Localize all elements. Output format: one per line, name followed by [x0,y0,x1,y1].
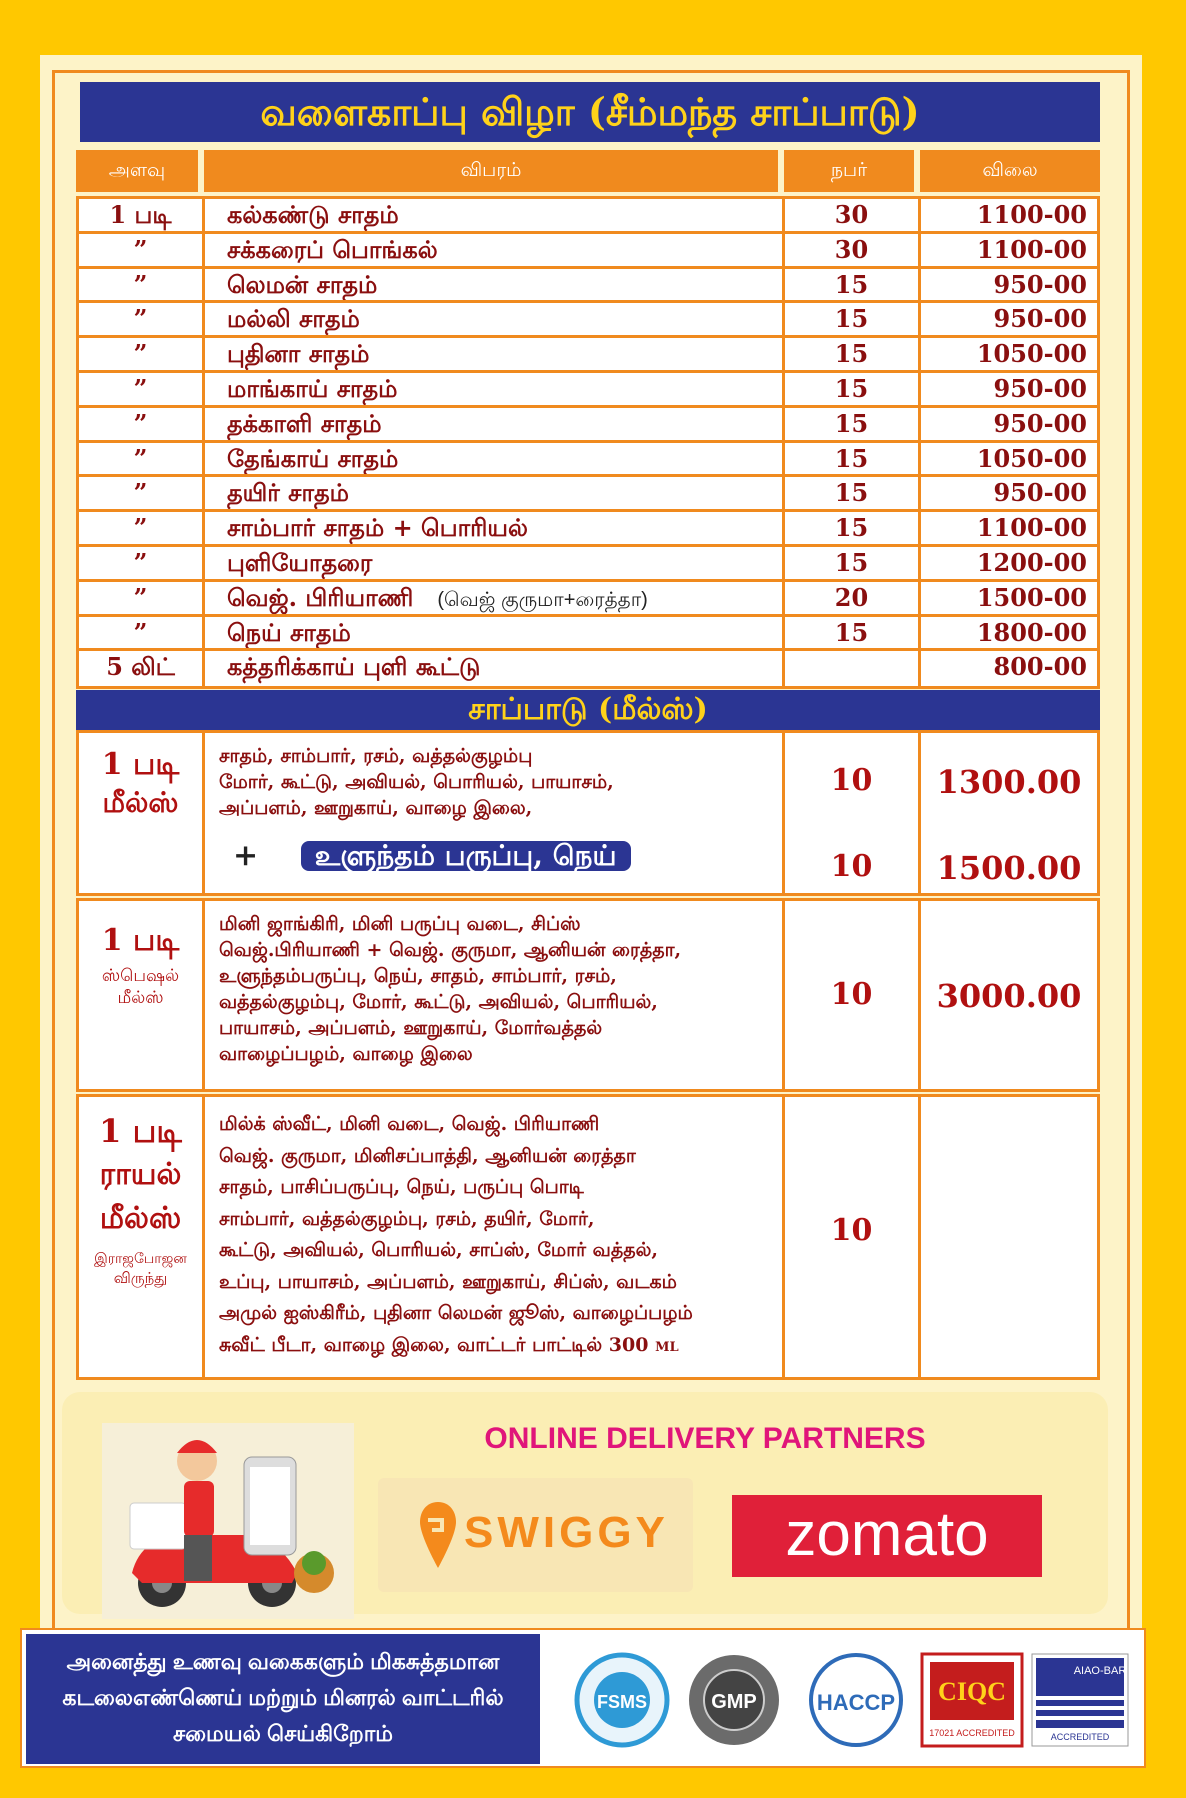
row-name-text: தயிர் சாதம் [227,478,349,508]
special-description [205,901,785,1089]
row-price [921,303,1097,335]
ciqc-label: CIQC [938,1677,1006,1706]
row-price-text: 950-00 [993,478,1087,508]
addon-label: உளுந்தம் பருப்பு, நெய் [301,841,631,871]
desc-line: கூட்டு, அவியல், பொரியல், சாப்ஸ், மோர் வத்தல், [219,1239,659,1261]
row-persons-text: 15 [834,373,869,403]
menu-table [76,196,1100,689]
special-qty-line: ஸ்பெஷல் [101,966,180,986]
row-persons-text: 15 [834,269,869,299]
row-price-text: 1100-00 [976,513,1087,543]
royal-qty-line: விருந்து [113,1269,168,1287]
row-qty [79,617,205,649]
row-price-text: 1100-00 [976,234,1087,264]
special-price-value: 3000.00 [936,977,1082,1015]
row-persons-text: 20 [834,582,869,612]
row-name [205,547,785,579]
row-price [921,547,1097,579]
meals-persons [785,733,921,893]
row-persons-text: 15 [834,408,869,438]
desc-line: மினி ஜாங்கிரி, மினி பருப்பு வடை, சிப்ஸ் [219,913,581,935]
desc-line: மோர், கூட்டு, அவியல், பொரியல், பாயாசம், [219,771,614,793]
desc-line: வெஜ்.பிரியாணி + வெஜ். குருமா, ஆனியன் ரைத்தா, [219,939,682,961]
header-persons: நபர் [784,150,920,192]
aiao-bar-certification-icon [1030,1652,1130,1748]
desc-line: அப்பளம், ஊறுகாய், வாழை இலை, [219,797,533,819]
delivery-partners-title: ONLINE DELIVERY PARTNERS [484,1422,926,1455]
aiao-label: AIAO-BAR [1073,1665,1127,1677]
row-name [205,338,785,370]
row-persons [785,547,921,579]
desc-line: சாம்பார், வத்தல்குழம்பு, ரசம், தயிர், மோர், [219,1207,595,1230]
desc-line: உப்பு, பாயாசம், அப்பளம், ஊறுகாய், சிப்ஸ், வடகம் [219,1270,677,1293]
footer-line: கடலைஎண்ணெய் மற்றும் மினரல் வாட்டரில் [62,1685,504,1710]
desc-line: மில்க் ஸ்வீட், மினி வடை, வெஜ். பிரியாணி [219,1113,600,1135]
special-meals-row [76,898,1100,1092]
row-price [921,234,1097,266]
row-persons-text: 15 [834,339,869,369]
plus-sign: + [233,838,259,873]
row-price-text: 1500-00 [976,582,1087,612]
row-name [205,373,785,405]
table-row [79,443,1097,478]
special-persons-value: 10 [830,977,873,1012]
special-qty-line: 1 படி [101,923,180,958]
royal-qty [79,1097,205,1377]
row-persons-text: 15 [834,304,869,334]
row-qty-text: ” [133,373,148,403]
table-row [79,582,1097,617]
row-qty [79,512,205,544]
special-price [921,901,1097,1089]
row-qty-text: 1 படி [109,200,172,229]
row-price [921,477,1097,509]
royal-qty-line: ராயல் [99,1157,182,1192]
row-qty [79,199,205,231]
footer [20,1628,1146,1768]
table-row [79,617,1097,652]
row-persons [785,582,921,614]
desc-line [219,1330,768,1364]
row-name [205,582,785,614]
row-price-text: 950-00 [993,304,1087,334]
row-name-text: சாம்பார் சாதம் + பொரியல் [227,513,528,543]
row-qty-text: ” [133,408,148,438]
gmp-certification-icon [686,1652,782,1748]
row-name [205,443,785,475]
row-price [921,443,1097,475]
special-persons [785,901,921,1089]
row-qty [79,303,205,335]
row-name-text: சக்கரைப் பொங்கல் [227,234,438,264]
row-price [921,617,1097,649]
haccp-label: HACCP [816,1690,896,1715]
row-qty [79,582,205,614]
row-price-text: 800-00 [993,652,1087,682]
table-row [79,338,1097,373]
row-price-text: 1050-00 [976,339,1087,369]
row-price [921,512,1097,544]
royal-qty-line: மீல்ஸ் [99,1201,182,1236]
row-name-text: புளியோதரை [227,547,373,577]
special-qty [79,901,205,1089]
swiggy-text: SWIGGY [464,1508,669,1557]
royal-qty-line: இராஜபோஜன [94,1251,187,1267]
row-name [205,477,785,509]
ciqc-certification-icon [920,1652,1024,1748]
table-row [79,651,1097,686]
row-persons [785,512,921,544]
row-persons [785,199,921,231]
row-name-text: லெமன் சாதம் [227,269,378,299]
header-price: விலை [920,150,1100,192]
desc-line: வெஜ். குருமா, மினிசப்பாத்தி, ஆனியன் ரைத்தா [219,1144,636,1167]
row-name [205,269,785,301]
desc-line: உளுந்தம்பருப்பு, நெய், சாதம், சாம்பார், ரசம், [219,965,617,987]
footer-note [26,1634,540,1764]
table-row [79,477,1097,512]
row-name [205,234,785,266]
meals-qty-line: மீல்ஸ் [102,786,179,819]
table-row [79,373,1097,408]
row-qty-text: ” [133,513,148,543]
royal-description [205,1097,785,1377]
row-qty [79,651,205,686]
royal-price [921,1097,1097,1377]
desc-text: சுவீட் பீடா, வாழை இலை, வாட்டர் பாட்டில் 300 [219,1333,649,1356]
desc-line: சாதம், சாம்பார், ரசம், வத்தல்குழம்பு [219,745,533,767]
meals-persons-value: 10 [830,763,873,798]
swiggy-logo [378,1478,693,1592]
row-qty [79,234,205,266]
row-qty-text: ” [133,339,148,369]
special-qty-line: மீல்ஸ் [117,988,164,1008]
row-qty [79,269,205,301]
row-qty-text: ” [133,443,148,473]
row-persons-text: 15 [834,478,869,508]
meals-row [76,730,1100,896]
row-name [205,651,785,686]
row-price [921,373,1097,405]
row-qty-text: ” [133,617,148,647]
row-persons [785,408,921,440]
meals-description [205,733,785,893]
row-qty [79,443,205,475]
gmp-label: GMP [711,1691,757,1713]
row-qty-text: ” [133,269,148,299]
row-name-text: தேங்காய் சாதம் [227,443,399,473]
row-persons [785,443,921,475]
row-persons-text: 15 [834,443,869,473]
royal-persons [785,1097,921,1377]
table-row [79,547,1097,582]
desc-line: சாதம், பாசிப்பருப்பு, நெய், பருப்பு பொடி [219,1176,584,1198]
page-title: வளைகாப்பு விழா (சீம்மந்த சாப்பாடு) [80,82,1100,142]
zomato-logo: zomato [732,1495,1042,1577]
row-persons [785,477,921,509]
meals-qty [79,733,205,893]
fsms-certification-icon [574,1652,670,1748]
row-persons [785,338,921,370]
row-persons-text: 15 [834,617,869,647]
row-name-text: புதினா சாதம் [227,339,370,369]
row-qty-text: ” [133,304,148,334]
addon-persons-value: 10 [830,849,873,884]
footer-line: சமையல் செய்கிறோம் [173,1721,393,1746]
row-persons [785,373,921,405]
row-name-text: நெய் சாதம் [227,617,351,647]
row-persons [785,303,921,335]
desc-line: பாயாசம், அப்பளம், ஊறுகாய், மோர்வத்தல் [219,1017,603,1039]
row-qty [79,477,205,509]
row-persons-text: 30 [834,200,869,229]
row-price [921,582,1097,614]
row-persons [785,234,921,266]
meals-addon [219,838,768,873]
meals-price-value: 1300.00 [936,763,1082,801]
royal-qty-line: 1 படி [99,1112,182,1150]
row-name [205,408,785,440]
delivery-scooter-illustration [102,1423,354,1619]
header-details: விபரம் [204,150,784,192]
row-persons [785,651,921,686]
table-header [76,150,1100,192]
row-price [921,651,1097,686]
aiao-sub: ACCREDITED [1050,1732,1110,1742]
row-price-text: 950-00 [993,373,1087,403]
table-row [79,512,1097,547]
row-name [205,303,785,335]
royal-persons-value: 10 [830,1213,873,1248]
row-name-text: மல்லி சாதம் [227,304,360,334]
row-price-text: 1050-00 [976,443,1087,473]
desc-line: வத்தல்குழம்பு, மோர், கூட்டு, அவியல், பொரியல், [219,991,658,1013]
fsms-label: FSMS [596,1692,648,1712]
table-row [79,234,1097,269]
row-qty [79,408,205,440]
row-persons [785,617,921,649]
row-qty-text: ” [133,582,148,612]
addon-price-value: 1500.00 [936,849,1082,887]
row-name-text: மாங்காய் சாதம் [227,373,398,403]
table-row [79,408,1097,443]
row-price [921,338,1097,370]
row-name-text: வெஜ். பிரியாணி [227,582,414,612]
row-price-text: 1200-00 [976,547,1087,577]
meals-section-title: சாப்பாடு (மீல்ஸ்) [76,690,1100,730]
row-persons-text: 30 [834,234,869,264]
row-qty [79,338,205,370]
row-price-text: 950-00 [993,269,1087,299]
unit-label: ML [655,1339,679,1355]
haccp-certification-icon [808,1652,904,1748]
row-name [205,512,785,544]
row-price-text: 1800-00 [976,617,1087,647]
meals-qty-line: 1 படி [101,747,180,782]
row-name [205,199,785,231]
row-qty-text: ” [133,478,148,508]
row-qty [79,547,205,579]
royal-meals-row [76,1094,1100,1380]
row-name [205,617,785,649]
table-row [79,199,1097,234]
row-price-text: 1100-00 [976,200,1087,229]
row-price [921,408,1097,440]
row-qty-text: 5 லிட் [106,652,175,682]
scooter-icon [102,1423,354,1619]
table-row [79,303,1097,338]
table-row [79,269,1097,304]
row-persons-text: 15 [834,513,869,543]
header-qty: அளவு [76,150,204,192]
row-qty [79,373,205,405]
row-qty-text: ” [133,234,148,264]
row-price [921,269,1097,301]
row-name-text: கல்கண்டு சாதம் [227,200,399,229]
swiggy-pin-icon [418,1500,458,1570]
row-price [921,199,1097,231]
ciqc-sub: 17021 ACCREDITED [929,1728,1015,1738]
desc-line: அமுல் ஐஸ்கிரீம், புதினா லெமன் ஜூஸ், வாழைப்பழம் [219,1302,693,1324]
row-price-text: 950-00 [993,408,1087,438]
row-name-text: தக்காளி சாதம் [227,408,382,438]
row-persons-text: 15 [834,547,869,577]
row-name-text: கத்தரிக்காய் புளி கூட்டு [227,652,481,682]
row-note: (வெஜ் குருமா+ரைத்தா) [437,588,648,611]
row-qty-text: ” [133,547,148,577]
meals-price [921,733,1097,893]
row-persons [785,269,921,301]
desc-line: வாழைப்பழம், வாழை இலை [219,1043,473,1065]
footer-line: அனைத்து உணவு வகைகளும் மிகசுத்தமான [66,1649,500,1674]
